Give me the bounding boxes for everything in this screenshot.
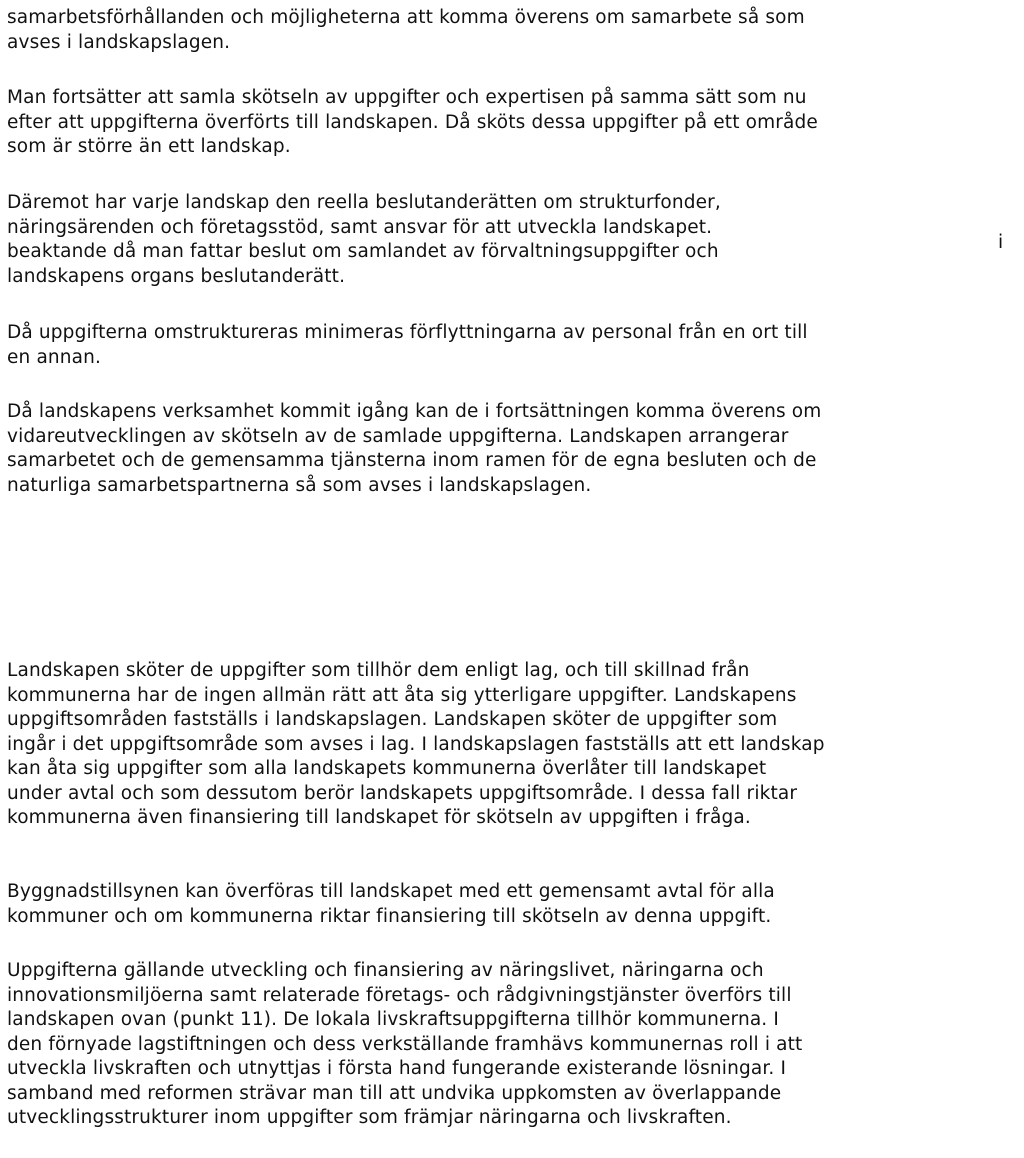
text-line: naturliga samarbetspartnerna så som avses i landskapslagen. bbox=[7, 474, 592, 496]
paragraph-samarbete bbox=[7, 6, 1019, 55]
text-line: Uppgifterna gällande utveckling och finansiering av näringslivet, näringarna och bbox=[7, 960, 764, 981]
text-line: uppgiftsområden fastställs i landskapslagen. Landskapen sköter de uppgifter som bbox=[7, 709, 778, 730]
text-line: den förnyade lagstiftningen och dess verkställande framhävs kommunernas roll i att bbox=[7, 1033, 803, 1055]
text-line: utveckla livskraften och utnyttjas i första hand fungerande existerande lösningar. I bbox=[7, 1058, 787, 1079]
paragraph-expertis bbox=[7, 86, 1019, 160]
text-line: kommunerna även finansiering till landskapet för skötseln av uppgiften i fråga. bbox=[7, 807, 751, 828]
text-line: en annan. bbox=[7, 346, 102, 368]
text-line: samarbetet och de gemensamma tjänsterna inom ramen för de egna besluten och de bbox=[7, 450, 817, 471]
text-line: kommuner och om kommunerna riktar finansiering till skötseln av denna uppgift. bbox=[7, 905, 772, 927]
text-line: Då landskapens verksamhet kommit igång kan de i fortsättningen komma överens om bbox=[7, 401, 822, 422]
text-line: beaktande då man fattar beslut om samlandet av förvaltningsuppgifter och bbox=[7, 241, 719, 262]
text-line: avses i landskapslagen. bbox=[7, 31, 231, 53]
text-line: under avtal och som dessutom berör landskapets uppgiftsområde. I dessa fall riktar bbox=[7, 782, 798, 804]
text-line: kommunerna har de ingen allmän rätt att åta sig ytterligare uppgifter. Landskapens bbox=[7, 684, 797, 706]
text-line: Byggnadstillsynen kan överföras till landskapet med ett gemensamt avtal för alla bbox=[7, 881, 775, 902]
paragraph-uppgifter bbox=[7, 659, 1019, 831]
text-line: näringsärenden och företagsstöd, samt ansvar för att utveckla landskapet. bbox=[7, 216, 713, 238]
text-line: landskapens organs beslutanderätt. bbox=[7, 265, 346, 287]
margin-mark: i bbox=[998, 232, 1004, 253]
text-line: vidareutvecklingen av skötseln av de samlade uppgifterna. Landskapen arrangerar bbox=[7, 425, 789, 447]
text-line: kan åta sig uppgifter som alla landskapets kommunerna överlåter till landskapet bbox=[7, 758, 767, 779]
text-line: samarbetsförhållanden och möjligheterna att komma överens om samarbete så som bbox=[7, 7, 805, 28]
text-line: Landskapen sköter de uppgifter som tillhör dem enligt lag, och till skillnad från bbox=[7, 660, 750, 681]
paragraph-personal bbox=[7, 321, 1019, 370]
text-line: som är större än ett landskap. bbox=[7, 136, 291, 157]
text-line: efter att uppgifterna överförts till landskapen. Då sköts dessa uppgifter på ett område bbox=[7, 111, 818, 133]
paragraph-beslutanderatt bbox=[7, 191, 1019, 289]
text-line: innovationsmiljöerna samt relaterade företags- och rådgivningstjänster överförs till bbox=[7, 984, 792, 1006]
paragraph-vidareutveckling bbox=[7, 400, 1019, 498]
paragraph-naringsliv bbox=[7, 959, 1019, 1131]
text-line: samband med reformen strävar man till att undvika uppkomsten av överlappande bbox=[7, 1082, 782, 1104]
text-line: utvecklingsstrukturer inom uppgifter som främjar näringarna och livskraften. bbox=[7, 1107, 732, 1128]
paragraph-byggnadstillsyn bbox=[7, 880, 1019, 929]
text-line: Däremot har varje landskap den reella beslutanderätten om strukturfonder, bbox=[7, 192, 721, 213]
text-line: Då uppgifterna omstruktureras minimeras förflyttningarna av personal från en ort till bbox=[7, 322, 808, 343]
text-line: landskapen ovan (punkt 11). De lokala livskraftsuppgifterna tillhör kommunerna. I bbox=[7, 1009, 779, 1030]
text-line: Man fortsätter att samla skötseln av uppgifter och expertisen på samma sätt som nu bbox=[7, 87, 807, 108]
text-line: ingår i det uppgiftsområde som avses i lag. I landskapslagen fastställs att ett landskap bbox=[7, 733, 825, 755]
